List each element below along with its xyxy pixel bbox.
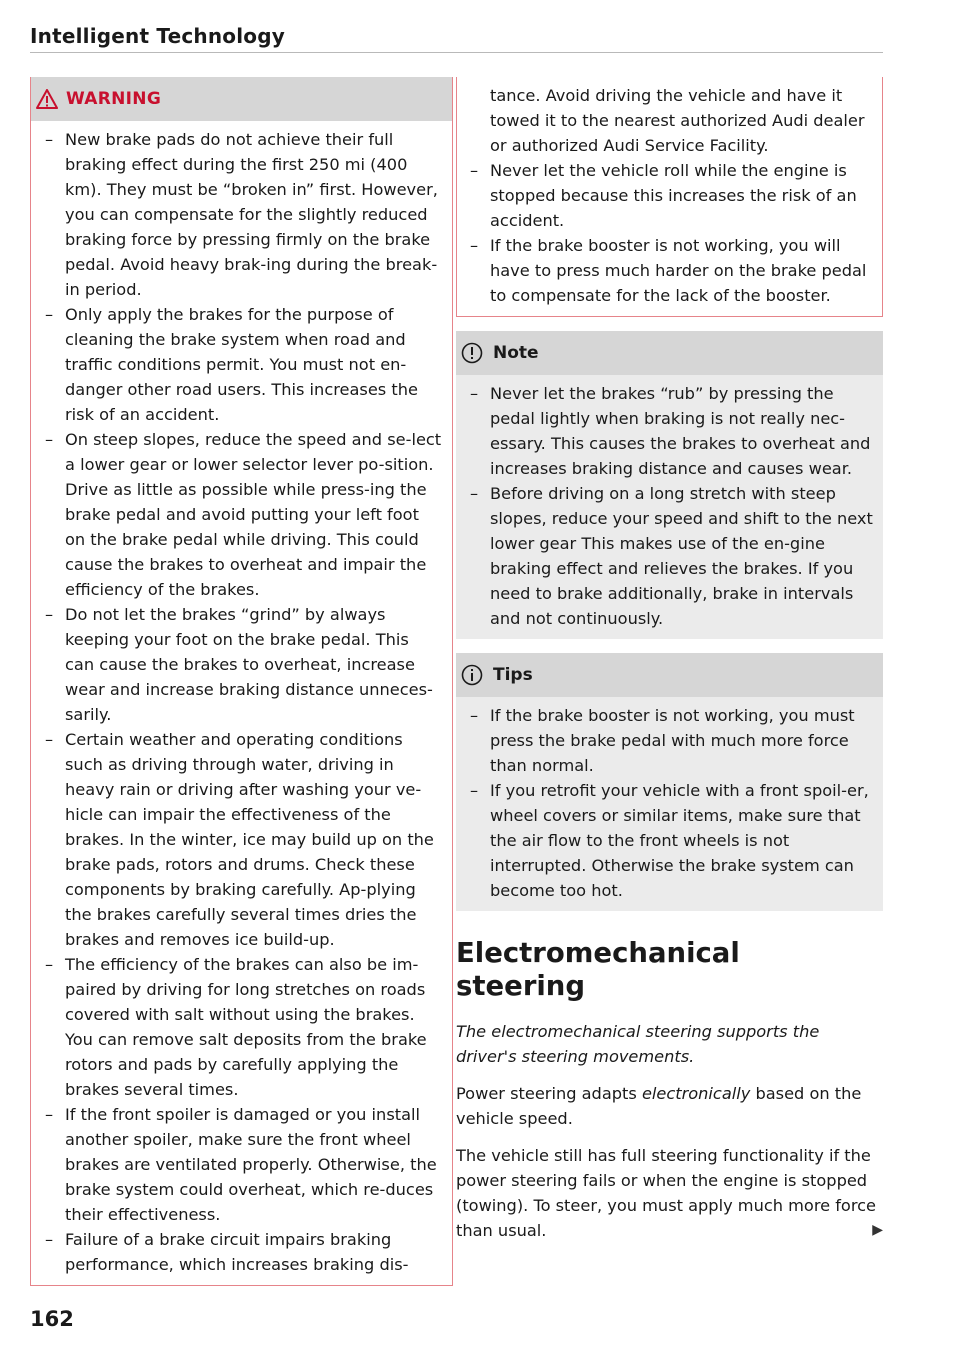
warning-triangle-icon bbox=[36, 89, 58, 109]
note-body bbox=[456, 375, 883, 639]
next-page-arrow-icon: ▶ bbox=[872, 1222, 883, 1238]
warning-item: – Failure of a brake circuit impairs braking performance, which increases braking dis- bbox=[45, 1227, 442, 1277]
warning-item: – On steep slopes, reduce the speed and se-lect a lower gear or lower selector lever po-sition. Drive as little as possible while press-ing the brake pedal and avoid putting your left foot on the brake pedal while driving. This could cause the brakes to overheat and impair the efficiency of the brakes. bbox=[45, 427, 442, 602]
tips-header bbox=[456, 653, 883, 697]
left-column bbox=[30, 77, 453, 1286]
right-column bbox=[456, 77, 883, 1243]
paragraph-text: based on the vehicle speed. bbox=[456, 1084, 862, 1128]
exclamation-circle-icon bbox=[461, 342, 483, 364]
note-item: – Before driving on a long stretch with steep slopes, reduce your speed and shift to the next lower gear This makes use of the en-gine braking effect and relieves the brakes. If you need to brake additionally, brake in intervals and not continuously. bbox=[470, 481, 873, 631]
warning-item: – If the front spoiler is damaged or you install another spoiler, make sure the front wheel brakes are ventilated properly. Otherwise, the brake system could overheat, which re-duces their effectiveness. bbox=[45, 1102, 442, 1227]
warning-continuation-text: tance. Avoid driving the vehicle and have it towed it to the nearest authorized Audi dealer or authorized Audi Service Facility. bbox=[490, 86, 865, 155]
tips-box bbox=[456, 653, 883, 911]
info-circle-icon bbox=[461, 664, 483, 686]
warning-body bbox=[31, 121, 452, 1285]
warning-item: – If the brake booster is not working, you will have to press much harder on the brake pedal to compensate for the lack of the booster. bbox=[470, 233, 872, 308]
warning-item: – Do not let the brakes “grind” by always keeping your foot on the brake pedal. This can cause the brakes to overheat, increase wear and increase braking distance unneces-sarily. bbox=[45, 602, 442, 727]
warning-label: WARNING bbox=[66, 89, 162, 109]
section-title bbox=[456, 937, 883, 1003]
paragraph-emphasis: electronically bbox=[641, 1084, 751, 1103]
header-rule bbox=[30, 52, 883, 53]
section-intro: The electromechanical steering supports the driver's steering movements. bbox=[456, 1022, 820, 1066]
note-label: Note bbox=[493, 343, 539, 363]
tips-item: – If you retrofit your vehicle with a front spoil-er, wheel covers or similar items, make sure that the air flow to the front wheels is not interrupted. Otherwise the brake system can become too hot. bbox=[470, 778, 873, 903]
note-box bbox=[456, 331, 883, 639]
note-item: – Never let the brakes “rub” by pressing the pedal lightly when braking is not really nec-essary. This causes the brakes to overheat and increases braking distance and causes wear. bbox=[470, 381, 873, 481]
page-header: Intelligent Technology bbox=[30, 24, 285, 48]
note-header bbox=[456, 331, 883, 375]
section-paragraph bbox=[456, 1143, 883, 1243]
tips-item: – If the brake booster is not working, you must press the brake pedal with much more force than normal. bbox=[470, 703, 873, 778]
paragraph-text: Power steering adapts bbox=[456, 1084, 642, 1103]
warning-continuation-box bbox=[456, 77, 883, 317]
warning-item: – Only apply the brakes for the purpose of cleaning the brake system when road and traffic conditions permit. You must not en-danger other road users. This increases the risk of an accident. bbox=[45, 302, 442, 427]
section-paragraph bbox=[456, 1081, 883, 1131]
warning-item: – Never let the vehicle roll while the engine is stopped because this increases the risk of an accident. bbox=[470, 158, 872, 233]
paragraph-text: The vehicle still has full steering functionality if the power steering fails or when the engine is stopped (towing). To steer, you must apply much more force than usual. bbox=[456, 1146, 876, 1240]
section-title-line: Electromechanical bbox=[456, 937, 740, 969]
warning-header bbox=[31, 77, 452, 121]
page-number: 162 bbox=[30, 1307, 74, 1331]
warning-box bbox=[30, 77, 453, 1286]
warning-item: – Certain weather and operating conditions such as driving through water, driving in heavy rain or driving after washing your ve-hicle can impair the effectiveness of the brakes. In the winter, ice may build up on the brake pads, rotors and drums. Check these components by braking carefully. Ap-plying the brakes carefully several times dries the brakes and removes ice build-up. bbox=[45, 727, 442, 952]
tips-body bbox=[456, 697, 883, 911]
warning-item: – New brake pads do not achieve their full braking effect during the first 250 mi (400 km). They must be “broken in” first. However, you can compensate for the slightly reduced braking force by pressing firmly on the brake pedal. Avoid heavy brak-ing during the break-in period. bbox=[45, 127, 442, 302]
tips-label: Tips bbox=[493, 665, 533, 685]
section-title-line: steering bbox=[456, 970, 586, 1002]
warning-item: – The efficiency of the brakes can also be im-paired by driving for long stretches on roads covered with salt without using the brakes. You can remove salt deposits from the brake rotors and pads by carefully applying the brakes several times. bbox=[45, 952, 442, 1102]
